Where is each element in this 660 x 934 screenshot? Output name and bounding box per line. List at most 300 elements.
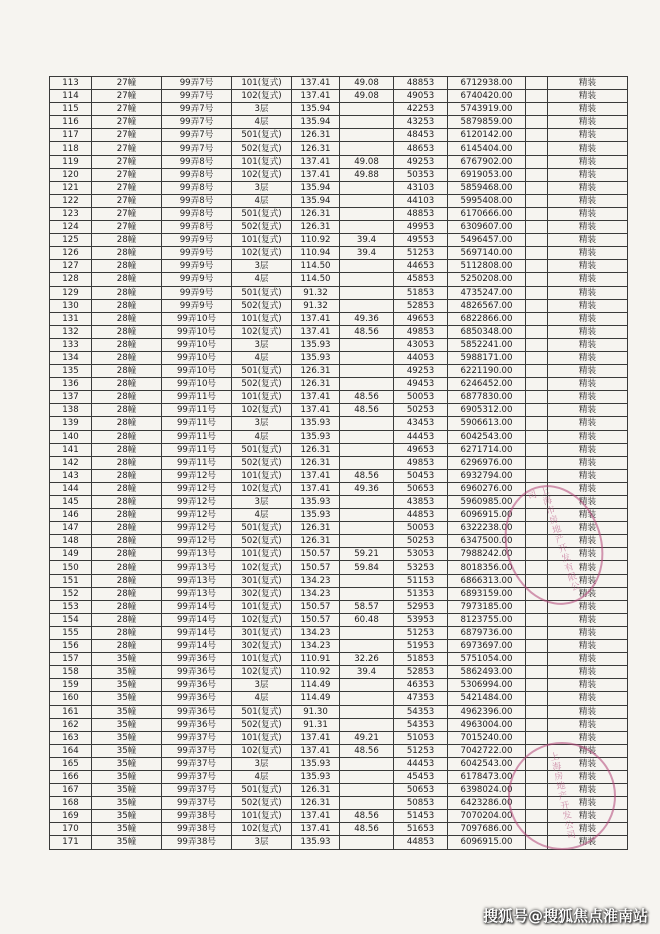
decoration-cell: 精装 xyxy=(548,548,628,561)
blank-cell xyxy=(526,666,548,679)
building-cell: 35幢 xyxy=(92,666,162,679)
decoration-cell: 精装 xyxy=(548,286,628,299)
total-price-cell: 7973185.00 xyxy=(448,600,526,613)
unit-price-cell: 48653 xyxy=(394,142,448,155)
decoration-cell: 精装 xyxy=(548,757,628,770)
unit-cell: 101(复式) xyxy=(232,810,292,823)
unit-price-cell: 47353 xyxy=(394,692,448,705)
decoration-cell: 精装 xyxy=(548,626,628,639)
table-row xyxy=(50,718,628,731)
unit-cell: 102(复式) xyxy=(232,247,292,260)
unit-price-cell: 51853 xyxy=(394,653,448,666)
row-number-cell: 115 xyxy=(50,103,92,116)
table-row xyxy=(50,666,628,679)
row-number-cell: 144 xyxy=(50,482,92,495)
address-cell: 99弄37号 xyxy=(162,757,232,770)
row-number-cell: 158 xyxy=(50,666,92,679)
building-cell: 35幢 xyxy=(92,757,162,770)
unit-cell: 501(复式) xyxy=(232,129,292,142)
blank-cell xyxy=(526,587,548,600)
row-number-cell: 114 xyxy=(50,90,92,103)
decoration-cell: 精装 xyxy=(548,103,628,116)
garden-area-cell xyxy=(340,587,394,600)
table-row xyxy=(50,535,628,548)
row-number-cell: 156 xyxy=(50,640,92,653)
unit-price-cell: 49453 xyxy=(394,378,448,391)
unit-price-cell: 43103 xyxy=(394,181,448,194)
area-cell: 135.94 xyxy=(292,103,340,116)
blank-cell xyxy=(526,509,548,522)
total-price-cell: 6879736.00 xyxy=(448,626,526,639)
building-cell: 35幢 xyxy=(92,653,162,666)
table-row xyxy=(50,312,628,325)
unit-price-cell: 49253 xyxy=(394,155,448,168)
address-cell: 99弄13号 xyxy=(162,587,232,600)
unit-cell: 301(复式) xyxy=(232,626,292,639)
row-number-cell: 123 xyxy=(50,207,92,220)
decoration-cell: 精装 xyxy=(548,797,628,810)
building-cell: 28幢 xyxy=(92,574,162,587)
table-row xyxy=(50,90,628,103)
unit-cell: 501(复式) xyxy=(232,286,292,299)
unit-price-cell: 46353 xyxy=(394,679,448,692)
table-row xyxy=(50,823,628,836)
table-row xyxy=(50,207,628,220)
unit-price-cell: 43053 xyxy=(394,338,448,351)
row-number-cell: 168 xyxy=(50,797,92,810)
unit-price-cell: 43253 xyxy=(394,116,448,129)
building-cell: 35幢 xyxy=(92,823,162,836)
table-row xyxy=(50,600,628,613)
seal-text-lower: 上海房地产开发公司 xyxy=(547,751,576,842)
row-number-cell: 165 xyxy=(50,757,92,770)
unit-cell: 102(复式) xyxy=(232,90,292,103)
total-price-cell: 6042543.00 xyxy=(448,757,526,770)
row-number-cell: 113 xyxy=(50,77,92,90)
source-watermark: 搜狐号@搜狐焦点淮南站 xyxy=(482,907,648,925)
building-cell: 28幢 xyxy=(92,391,162,404)
area-cell: 137.41 xyxy=(292,731,340,744)
table-row xyxy=(50,692,628,705)
building-cell: 27幢 xyxy=(92,90,162,103)
address-cell: 99弄10号 xyxy=(162,312,232,325)
decoration-cell: 精装 xyxy=(548,496,628,509)
garden-area-cell xyxy=(340,770,394,783)
building-cell: 28幢 xyxy=(92,456,162,469)
area-cell: 137.41 xyxy=(292,482,340,495)
total-price-cell: 5306994.00 xyxy=(448,679,526,692)
blank-cell xyxy=(526,207,548,220)
row-number-cell: 118 xyxy=(50,142,92,155)
blank-cell xyxy=(526,391,548,404)
garden-area-cell xyxy=(340,705,394,718)
total-price-cell: 6740420.00 xyxy=(448,90,526,103)
row-number-cell: 171 xyxy=(50,836,92,849)
row-number-cell: 163 xyxy=(50,731,92,744)
unit-cell: 302(复式) xyxy=(232,587,292,600)
address-cell: 99弄36号 xyxy=(162,679,232,692)
total-price-cell: 7015240.00 xyxy=(448,731,526,744)
total-price-cell: 6309607.00 xyxy=(448,221,526,234)
decoration-cell: 精装 xyxy=(548,194,628,207)
unit-cell: 3层 xyxy=(232,496,292,509)
blank-cell xyxy=(526,129,548,142)
decoration-cell: 精装 xyxy=(548,836,628,849)
unit-cell: 4层 xyxy=(232,351,292,364)
unit-cell: 101(复式) xyxy=(232,548,292,561)
address-cell: 99弄9号 xyxy=(162,247,232,260)
address-cell: 99弄9号 xyxy=(162,273,232,286)
address-cell: 99弄37号 xyxy=(162,784,232,797)
unit-cell: 3层 xyxy=(232,417,292,430)
unit-cell: 3层 xyxy=(232,260,292,273)
building-cell: 35幢 xyxy=(92,731,162,744)
blank-cell xyxy=(526,194,548,207)
decoration-cell: 精装 xyxy=(548,718,628,731)
total-price-cell: 5862493.00 xyxy=(448,666,526,679)
blank-cell xyxy=(526,430,548,443)
table-row xyxy=(50,116,628,129)
area-cell: 126.31 xyxy=(292,784,340,797)
building-cell: 35幢 xyxy=(92,836,162,849)
total-price-cell: 6973697.00 xyxy=(448,640,526,653)
row-number-cell: 170 xyxy=(50,823,92,836)
unit-price-cell: 54353 xyxy=(394,705,448,718)
decoration-cell: 精装 xyxy=(548,810,628,823)
unit-price-cell: 51953 xyxy=(394,640,448,653)
building-cell: 28幢 xyxy=(92,312,162,325)
total-price-cell: 6866313.00 xyxy=(448,574,526,587)
address-cell: 99弄10号 xyxy=(162,325,232,338)
unit-price-cell: 50053 xyxy=(394,522,448,535)
building-cell: 27幢 xyxy=(92,221,162,234)
decoration-cell: 精装 xyxy=(548,535,628,548)
row-number-cell: 146 xyxy=(50,509,92,522)
address-cell: 99弄36号 xyxy=(162,692,232,705)
area-cell: 110.92 xyxy=(292,666,340,679)
blank-cell xyxy=(526,456,548,469)
garden-area-cell: 39.4 xyxy=(340,234,394,247)
building-cell: 27幢 xyxy=(92,168,162,181)
row-number-cell: 141 xyxy=(50,443,92,456)
area-cell: 126.31 xyxy=(292,522,340,535)
decoration-cell: 精装 xyxy=(548,207,628,220)
total-price-cell: 4735247.00 xyxy=(448,286,526,299)
row-number-cell: 149 xyxy=(50,548,92,561)
table-row xyxy=(50,129,628,142)
building-cell: 28幢 xyxy=(92,482,162,495)
table-row xyxy=(50,509,628,522)
unit-price-cell: 44453 xyxy=(394,757,448,770)
garden-area-cell xyxy=(340,574,394,587)
unit-price-cell: 49653 xyxy=(394,443,448,456)
row-number-cell: 162 xyxy=(50,718,92,731)
blank-cell xyxy=(526,116,548,129)
building-cell: 28幢 xyxy=(92,443,162,456)
row-number-cell: 166 xyxy=(50,770,92,783)
decoration-cell: 精装 xyxy=(548,705,628,718)
building-cell: 28幢 xyxy=(92,365,162,378)
address-cell: 99弄13号 xyxy=(162,561,232,574)
garden-area-cell xyxy=(340,142,394,155)
total-price-cell: 6322238.00 xyxy=(448,522,526,535)
building-cell: 35幢 xyxy=(92,679,162,692)
unit-price-cell: 43853 xyxy=(394,496,448,509)
blank-cell xyxy=(526,260,548,273)
building-cell: 28幢 xyxy=(92,548,162,561)
price-table xyxy=(49,76,628,850)
area-cell: 134.23 xyxy=(292,587,340,600)
total-price-cell: 6877830.00 xyxy=(448,391,526,404)
garden-area-cell: 58.57 xyxy=(340,600,394,613)
garden-area-cell: 49.36 xyxy=(340,482,394,495)
total-price-cell: 5906613.00 xyxy=(448,417,526,430)
address-cell: 99弄7号 xyxy=(162,142,232,155)
table-row xyxy=(50,482,628,495)
garden-area-cell: 48.56 xyxy=(340,744,394,757)
address-cell: 99弄11号 xyxy=(162,391,232,404)
unit-cell: 101(复式) xyxy=(232,653,292,666)
row-number-cell: 147 xyxy=(50,522,92,535)
garden-area-cell xyxy=(340,509,394,522)
garden-area-cell xyxy=(340,522,394,535)
table-row xyxy=(50,679,628,692)
unit-price-cell: 44853 xyxy=(394,836,448,849)
address-cell: 99弄37号 xyxy=(162,797,232,810)
blank-cell xyxy=(526,718,548,731)
row-number-cell: 126 xyxy=(50,247,92,260)
address-cell: 99弄37号 xyxy=(162,744,232,757)
total-price-cell: 8123755.00 xyxy=(448,613,526,626)
unit-cell: 501(复式) xyxy=(232,705,292,718)
building-cell: 27幢 xyxy=(92,103,162,116)
total-price-cell: 6221190.00 xyxy=(448,365,526,378)
decoration-cell: 精装 xyxy=(548,378,628,391)
unit-price-cell: 52853 xyxy=(394,666,448,679)
decoration-cell: 精装 xyxy=(548,679,628,692)
table-row xyxy=(50,234,628,247)
unit-cell: 101(复式) xyxy=(232,234,292,247)
table-row xyxy=(50,443,628,456)
decoration-cell: 精装 xyxy=(548,168,628,181)
blank-cell xyxy=(526,181,548,194)
total-price-cell: 4963004.00 xyxy=(448,718,526,731)
area-cell: 126.31 xyxy=(292,535,340,548)
decoration-cell: 精装 xyxy=(548,221,628,234)
blank-cell xyxy=(526,142,548,155)
garden-area-cell: 32.26 xyxy=(340,653,394,666)
building-cell: 28幢 xyxy=(92,351,162,364)
row-number-cell: 132 xyxy=(50,325,92,338)
garden-area-cell xyxy=(340,718,394,731)
blank-cell xyxy=(526,692,548,705)
decoration-cell: 精装 xyxy=(548,430,628,443)
decoration-cell: 精装 xyxy=(548,116,628,129)
total-price-cell: 6960276.00 xyxy=(448,482,526,495)
garden-area-cell: 49.08 xyxy=(340,155,394,168)
unit-cell: 501(复式) xyxy=(232,207,292,220)
decoration-cell: 精装 xyxy=(548,653,628,666)
blank-cell xyxy=(526,836,548,849)
total-price-cell: 8018356.00 xyxy=(448,561,526,574)
decoration-cell: 精装 xyxy=(548,613,628,626)
total-price-cell: 5743919.00 xyxy=(448,103,526,116)
area-cell: 126.31 xyxy=(292,129,340,142)
total-price-cell: 6423286.00 xyxy=(448,797,526,810)
area-cell: 135.93 xyxy=(292,770,340,783)
price-table-body xyxy=(50,77,628,850)
unit-price-cell: 50653 xyxy=(394,784,448,797)
table-row xyxy=(50,404,628,417)
address-cell: 99弄14号 xyxy=(162,613,232,626)
row-number-cell: 134 xyxy=(50,351,92,364)
area-cell: 134.23 xyxy=(292,574,340,587)
unit-cell: 501(复式) xyxy=(232,365,292,378)
decoration-cell: 精装 xyxy=(548,338,628,351)
unit-cell: 501(复式) xyxy=(232,443,292,456)
garden-area-cell xyxy=(340,351,394,364)
unit-cell: 3层 xyxy=(232,103,292,116)
address-cell: 99弄10号 xyxy=(162,338,232,351)
address-cell: 99弄12号 xyxy=(162,482,232,495)
blank-cell xyxy=(526,744,548,757)
area-cell: 114.49 xyxy=(292,692,340,705)
area-cell: 137.41 xyxy=(292,325,340,338)
unit-cell: 101(复式) xyxy=(232,600,292,613)
total-price-cell: 6822866.00 xyxy=(448,312,526,325)
area-cell: 114.50 xyxy=(292,273,340,286)
garden-area-cell xyxy=(340,260,394,273)
table-row xyxy=(50,587,628,600)
unit-cell: 102(复式) xyxy=(232,482,292,495)
row-number-cell: 155 xyxy=(50,626,92,639)
garden-area-cell xyxy=(340,784,394,797)
address-cell: 99弄7号 xyxy=(162,103,232,116)
unit-cell: 102(复式) xyxy=(232,168,292,181)
building-cell: 28幢 xyxy=(92,509,162,522)
total-price-cell: 6096915.00 xyxy=(448,509,526,522)
blank-cell xyxy=(526,247,548,260)
table-row xyxy=(50,273,628,286)
unit-cell: 102(复式) xyxy=(232,666,292,679)
blank-cell xyxy=(526,404,548,417)
address-cell: 99弄37号 xyxy=(162,731,232,744)
blank-cell xyxy=(526,221,548,234)
table-row xyxy=(50,260,628,273)
row-number-cell: 120 xyxy=(50,168,92,181)
address-cell: 99弄14号 xyxy=(162,600,232,613)
table-row xyxy=(50,496,628,509)
unit-price-cell: 52953 xyxy=(394,600,448,613)
building-cell: 27幢 xyxy=(92,194,162,207)
building-cell: 35幢 xyxy=(92,810,162,823)
decoration-cell: 精装 xyxy=(548,234,628,247)
blank-cell xyxy=(526,168,548,181)
total-price-cell: 5496457.00 xyxy=(448,234,526,247)
unit-cell: 101(复式) xyxy=(232,155,292,168)
decoration-cell: 精装 xyxy=(548,574,628,587)
total-price-cell: 6246452.00 xyxy=(448,378,526,391)
address-cell: 99弄12号 xyxy=(162,469,232,482)
address-cell: 99弄11号 xyxy=(162,456,232,469)
building-cell: 27幢 xyxy=(92,129,162,142)
unit-cell: 3层 xyxy=(232,836,292,849)
total-price-cell: 6120142.00 xyxy=(448,129,526,142)
unit-price-cell: 50253 xyxy=(394,404,448,417)
blank-cell xyxy=(526,496,548,509)
garden-area-cell xyxy=(340,692,394,705)
unit-cell: 102(复式) xyxy=(232,561,292,574)
total-price-cell: 5960985.00 xyxy=(448,496,526,509)
unit-cell: 101(复式) xyxy=(232,469,292,482)
table-row xyxy=(50,247,628,260)
unit-cell: 502(复式) xyxy=(232,221,292,234)
garden-area-cell xyxy=(340,299,394,312)
address-cell: 99弄36号 xyxy=(162,718,232,731)
decoration-cell: 精装 xyxy=(548,299,628,312)
unit-cell: 501(复式) xyxy=(232,784,292,797)
address-cell: 99弄7号 xyxy=(162,90,232,103)
decoration-cell: 精装 xyxy=(548,351,628,364)
table-row xyxy=(50,77,628,90)
unit-cell: 501(复式) xyxy=(232,522,292,535)
unit-price-cell: 53253 xyxy=(394,561,448,574)
building-cell: 35幢 xyxy=(92,718,162,731)
area-cell: 135.94 xyxy=(292,116,340,129)
blank-cell xyxy=(526,417,548,430)
unit-cell: 4层 xyxy=(232,430,292,443)
address-cell: 99弄8号 xyxy=(162,221,232,234)
table-row xyxy=(50,613,628,626)
blank-cell xyxy=(526,482,548,495)
unit-price-cell: 45853 xyxy=(394,273,448,286)
decoration-cell: 精装 xyxy=(548,587,628,600)
row-number-cell: 151 xyxy=(50,574,92,587)
unit-price-cell: 49653 xyxy=(394,312,448,325)
garden-area-cell: 39.4 xyxy=(340,666,394,679)
building-cell: 27幢 xyxy=(92,116,162,129)
unit-cell: 102(复式) xyxy=(232,823,292,836)
blank-cell xyxy=(526,600,548,613)
building-cell: 28幢 xyxy=(92,640,162,653)
garden-area-cell xyxy=(340,496,394,509)
garden-area-cell xyxy=(340,456,394,469)
decoration-cell: 精装 xyxy=(548,443,628,456)
unit-cell: 3层 xyxy=(232,181,292,194)
garden-area-cell xyxy=(340,338,394,351)
row-number-cell: 127 xyxy=(50,260,92,273)
blank-cell xyxy=(526,574,548,587)
unit-price-cell: 50253 xyxy=(394,535,448,548)
unit-price-cell: 53953 xyxy=(394,613,448,626)
decoration-cell: 精装 xyxy=(548,312,628,325)
garden-area-cell xyxy=(340,535,394,548)
area-cell: 126.31 xyxy=(292,797,340,810)
unit-price-cell: 51353 xyxy=(394,587,448,600)
blank-cell xyxy=(526,312,548,325)
total-price-cell: 5852241.00 xyxy=(448,338,526,351)
area-cell: 137.41 xyxy=(292,469,340,482)
decoration-cell: 精装 xyxy=(548,692,628,705)
address-cell: 99弄8号 xyxy=(162,168,232,181)
decoration-cell: 精装 xyxy=(548,260,628,273)
decoration-cell: 精装 xyxy=(548,482,628,495)
row-number-cell: 145 xyxy=(50,496,92,509)
area-cell: 91.32 xyxy=(292,286,340,299)
blank-cell xyxy=(526,626,548,639)
building-cell: 28幢 xyxy=(92,469,162,482)
unit-price-cell: 50653 xyxy=(394,482,448,495)
